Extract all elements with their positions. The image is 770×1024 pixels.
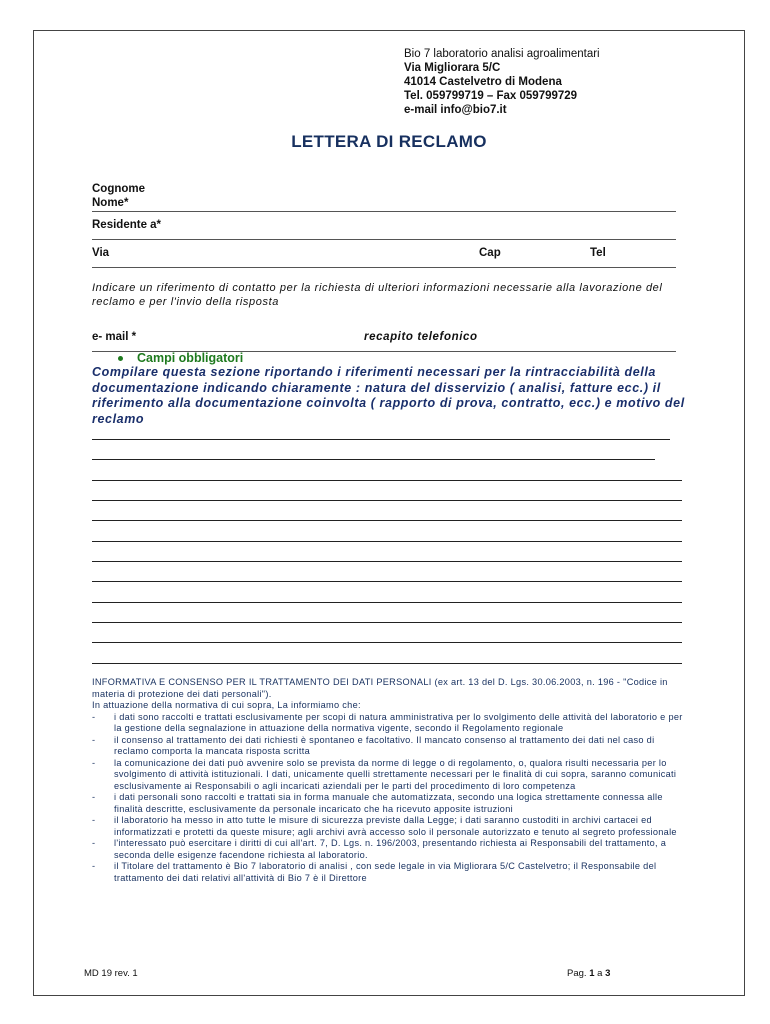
label-tel: Tel — [590, 247, 606, 259]
field-line-nome[interactable] — [92, 211, 676, 212]
instructions-paragraph: Compilare questa sezione riportando i riferimenti necessari per la rintracciabilità della documentazione indicando chiaramente : natura del disservizio ( analisi, fatture ecc.) il riferimento alla documentazione coinvolta ( rapporto di prova, contratto, ecc.) e motivo del reclamo — [92, 365, 685, 426]
privacy-title: INFORMATIVA E CONSENSO PER IL TRATTAMENTO DEI DATI PERSONALI (ex art. 13 del D. Lgs. 30.06.2003, n. 196 - "Codice in materia di protezione dei dati personali"). — [92, 677, 668, 699]
lab-address: Via Migliorara 5/C — [404, 62, 501, 74]
label-residente: Residente a* — [92, 219, 162, 231]
page-total: 3 — [605, 968, 611, 979]
write-line[interactable] — [92, 622, 682, 623]
privacy-item: - il Titolare del trattamento è Bio 7 laboratorio di analisi , con sede legale in via Migliorara 5/C Castelvetro; il Responsabile del trattamento dei dati relativi all'attività di Bio 7 è il Direttore — [92, 861, 692, 884]
privacy-item: - i dati sono raccolti e trattati esclusivamente per scopi di natura amministrativa per lo svolgimento delle attività del laboratorio e per la gestione della segnalazione in attuazione della normativa vigente, secondo il Regolamento regionale — [92, 712, 692, 735]
privacy-list — [92, 712, 692, 885]
contact-note: Indicare un riferimento di contatto per la richiesta di ulteriori informazioni necessarie alla lavorazione del reclamo e per l'invio della risposta — [92, 282, 663, 308]
write-line[interactable] — [92, 480, 682, 481]
document-page — [33, 30, 745, 996]
write-line[interactable] — [92, 500, 682, 501]
lab-email: e-mail info@bio7.it — [404, 104, 507, 116]
document-title: LETTERA DI RECLAMO — [291, 132, 487, 151]
privacy-item: - i dati personali sono raccolti e trattati sia in forma manuale che automatizzata, secondo una logica strettamente connessa alle finalità descritte, esclusivamente da personale incaricato che ha ricevuto apposite istruzioni — [92, 792, 692, 815]
field-line-residente[interactable] — [92, 239, 676, 240]
write-line[interactable] — [92, 520, 682, 521]
field-line-via[interactable] — [92, 267, 676, 268]
privacy-item: - il consenso al trattamento dei dati richiesti è spontaneo e facoltativo. Il mancato consenso al trattamento dei dati nel caso di reclamo comporta la mancata risposta scritta — [92, 735, 692, 758]
write-line[interactable] — [92, 602, 682, 603]
write-line[interactable] — [92, 561, 682, 562]
label-cognome: Cognome — [92, 183, 146, 195]
privacy-item: - l'interessato può esercitare i diritti di cui all'art. 7, D. Lgs. n. 196/2003, presentando richiesta ai Responsabili del trattamento, a seconda delle esigenze facendone richiesta al laboratorio. — [92, 838, 692, 861]
label-cap: Cap — [479, 247, 501, 259]
write-line[interactable] — [92, 459, 655, 460]
lab-phone: Tel. 059799719 – Fax 059799729 — [404, 90, 578, 102]
required-fields-bullet — [118, 351, 243, 365]
bullet-icon — [118, 356, 123, 361]
label-nome: Nome* — [92, 197, 129, 209]
lab-header — [404, 47, 600, 117]
page-current: 1 — [589, 968, 595, 979]
lab-city: 41014 Castelvetro di Modena — [404, 76, 562, 88]
write-line[interactable] — [92, 541, 682, 542]
privacy-item: - il laboratorio ha messo in atto tutte le misure di sicurezza previste dalla Legge; i dati saranno custoditi in archivi cartacei ed informatizzati e protetti da queste misure; agli archivi avrà accesso solo il personale autorizzato e tenuto al segreto professionale — [92, 815, 692, 838]
page-number — [567, 968, 610, 979]
privacy-notice — [92, 677, 692, 884]
privacy-item: - la comunicazione dei dati può avvenire solo se prevista da norme di legge o di regolamento, o, qualora risulti necessaria per lo svolgimento di attività istituzionali. I dati, unicamente quelli strettamente necessari per le finalità di cui sopra, saranno comunicati esclusivamente ai Responsabili o agli incaricati aziendali per le parti del procedimento di loro competenza — [92, 758, 692, 793]
write-line[interactable] — [92, 663, 682, 664]
required-fields-label: Campi obbligatori — [137, 351, 244, 365]
page-separator: a — [597, 968, 603, 979]
privacy-intro: In attuazione della normativa di cui sopra, La informiamo che: — [92, 700, 361, 710]
document-code: MD 19 rev. 1 — [84, 968, 138, 979]
write-line[interactable] — [92, 439, 670, 440]
write-line[interactable] — [92, 642, 682, 643]
write-line[interactable] — [92, 581, 682, 582]
page-prefix: Pag. — [567, 968, 587, 979]
label-recapito: recapito telefonico — [364, 331, 478, 343]
label-via: Via — [92, 247, 110, 259]
label-email: e- mail * — [92, 331, 137, 343]
lab-name: Bio 7 laboratorio analisi agroalimentari — [404, 48, 600, 60]
